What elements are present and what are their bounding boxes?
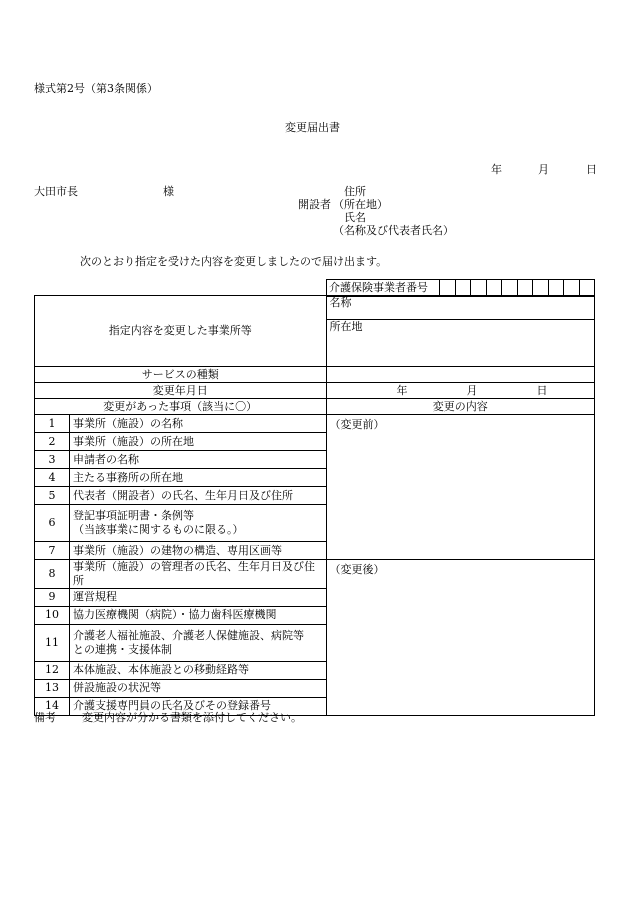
item-number: 4 (35, 469, 70, 487)
applicant-name-note: （名称及び代表者氏名） (333, 224, 454, 237)
item-label (69, 505, 326, 542)
change-content-header: 変更の内容 (326, 399, 595, 415)
remarks-text: 変更内容が分かる書類を添付してください。 (82, 711, 302, 724)
item-number: 12 (35, 661, 70, 679)
office-name-label: 名称 (329, 296, 352, 309)
applicant-role: 開設者 (298, 198, 331, 211)
document-title: 変更届出書 (285, 121, 340, 134)
provider-number-label: 介護保険事業者番号 (327, 280, 440, 297)
item-number: 3 (35, 451, 70, 469)
table-row[interactable] (35, 415, 595, 433)
change-date-day: 日 (536, 384, 548, 397)
item-number: 8 (35, 560, 70, 589)
change-after-label: （変更後） (329, 563, 385, 576)
office-location-field[interactable] (326, 320, 595, 367)
office-name-field[interactable] (326, 296, 595, 320)
change-date-month: 月 (466, 384, 478, 397)
change-after-field[interactable] (326, 560, 595, 716)
item-number: 6 (35, 505, 70, 542)
change-form-table (34, 295, 595, 716)
addressee-honorific: 様 (163, 185, 174, 198)
item-label: 代表者（開設者）の氏名、生年月日及び住所 (69, 487, 326, 505)
date-year-label: 年 (491, 163, 502, 176)
change-before-field[interactable] (326, 415, 595, 560)
item-number: 11 (35, 624, 70, 661)
provider-number-digit[interactable] (564, 280, 580, 297)
item-label: 事業所（施設）の所在地 (69, 433, 326, 451)
change-date-label: 変更年月日 (35, 383, 327, 399)
remarks-label: 備考 (34, 711, 56, 724)
date-day-label: 日 (586, 163, 597, 176)
form-number-label: 様式第2号（第3条関係） (34, 82, 158, 95)
provider-number-digit[interactable] (455, 280, 471, 297)
item-number: 10 (35, 606, 70, 624)
item-number: 1 (35, 415, 70, 433)
item-label: 運営規程 (69, 588, 326, 606)
office-label: 指定内容を変更した事業所等 (35, 296, 327, 367)
office-location-label: 所在地 (329, 320, 363, 333)
item-label: 主たる事務所の所在地 (69, 469, 326, 487)
change-date-year: 年 (396, 384, 408, 397)
provider-number-digit[interactable] (517, 280, 533, 297)
addressee-name: 大田市長 (34, 185, 78, 198)
item-number: 5 (35, 487, 70, 505)
item-label: 事業所（施設）の建物の構造、専用区画等 (69, 542, 326, 560)
item-number: 9 (35, 588, 70, 606)
change-before-label: （変更前） (329, 418, 385, 431)
item-number: 14 (35, 697, 70, 715)
item-label: 併設施設の状況等 (69, 679, 326, 697)
applicant-address-label: 住所 (344, 185, 366, 198)
provider-number-digit[interactable] (548, 280, 564, 297)
provider-number-digit[interactable] (502, 280, 518, 297)
item-label: 事業所（施設）の名称 (69, 415, 326, 433)
date-month-label: 月 (538, 163, 549, 176)
item-number: 2 (35, 433, 70, 451)
item-label: 介護支援専門員の氏名及びその登録番号 (69, 697, 326, 715)
item-number: 7 (35, 542, 70, 560)
service-type-label: サービスの種類 (35, 367, 327, 383)
provider-number-digit[interactable] (533, 280, 549, 297)
item-label-line1: 登記事項証明書・条例等 (72, 509, 194, 523)
provider-number-digit[interactable] (471, 280, 487, 297)
change-date-field[interactable] (326, 383, 595, 399)
table-row[interactable] (35, 560, 595, 589)
item-label-line2: との連携・支援体制 (72, 642, 172, 656)
item-label-line2: （当該事業に関するものに限る。） (72, 523, 244, 536)
item-label: 事業所（施設）の管理者の氏名、生年月日及び住所 (69, 560, 326, 589)
service-type-field[interactable] (326, 367, 595, 383)
changed-items-header: 変更があった事項（該当に〇） (35, 399, 327, 415)
item-label: 本体施設、本体施設との移動経路等 (69, 661, 326, 679)
provider-number-digit[interactable] (440, 280, 456, 297)
item-label (69, 624, 326, 661)
item-number: 13 (35, 679, 70, 697)
intro-text: 次のとおり指定を受けた内容を変更しましたので届け出ます。 (80, 255, 388, 268)
item-label-line1: 介護老人福祉施設、介護老人保健施設、病院等 (72, 628, 304, 642)
applicant-address-note: （所在地） (333, 198, 388, 211)
item-label: 申請者の名称 (69, 451, 326, 469)
provider-number-digit[interactable] (486, 280, 502, 297)
applicant-name-label: 氏名 (344, 211, 366, 224)
provider-number-digit[interactable] (579, 280, 595, 297)
item-label: 協力医療機関（病院）・協力歯科医療機関 (69, 606, 326, 624)
